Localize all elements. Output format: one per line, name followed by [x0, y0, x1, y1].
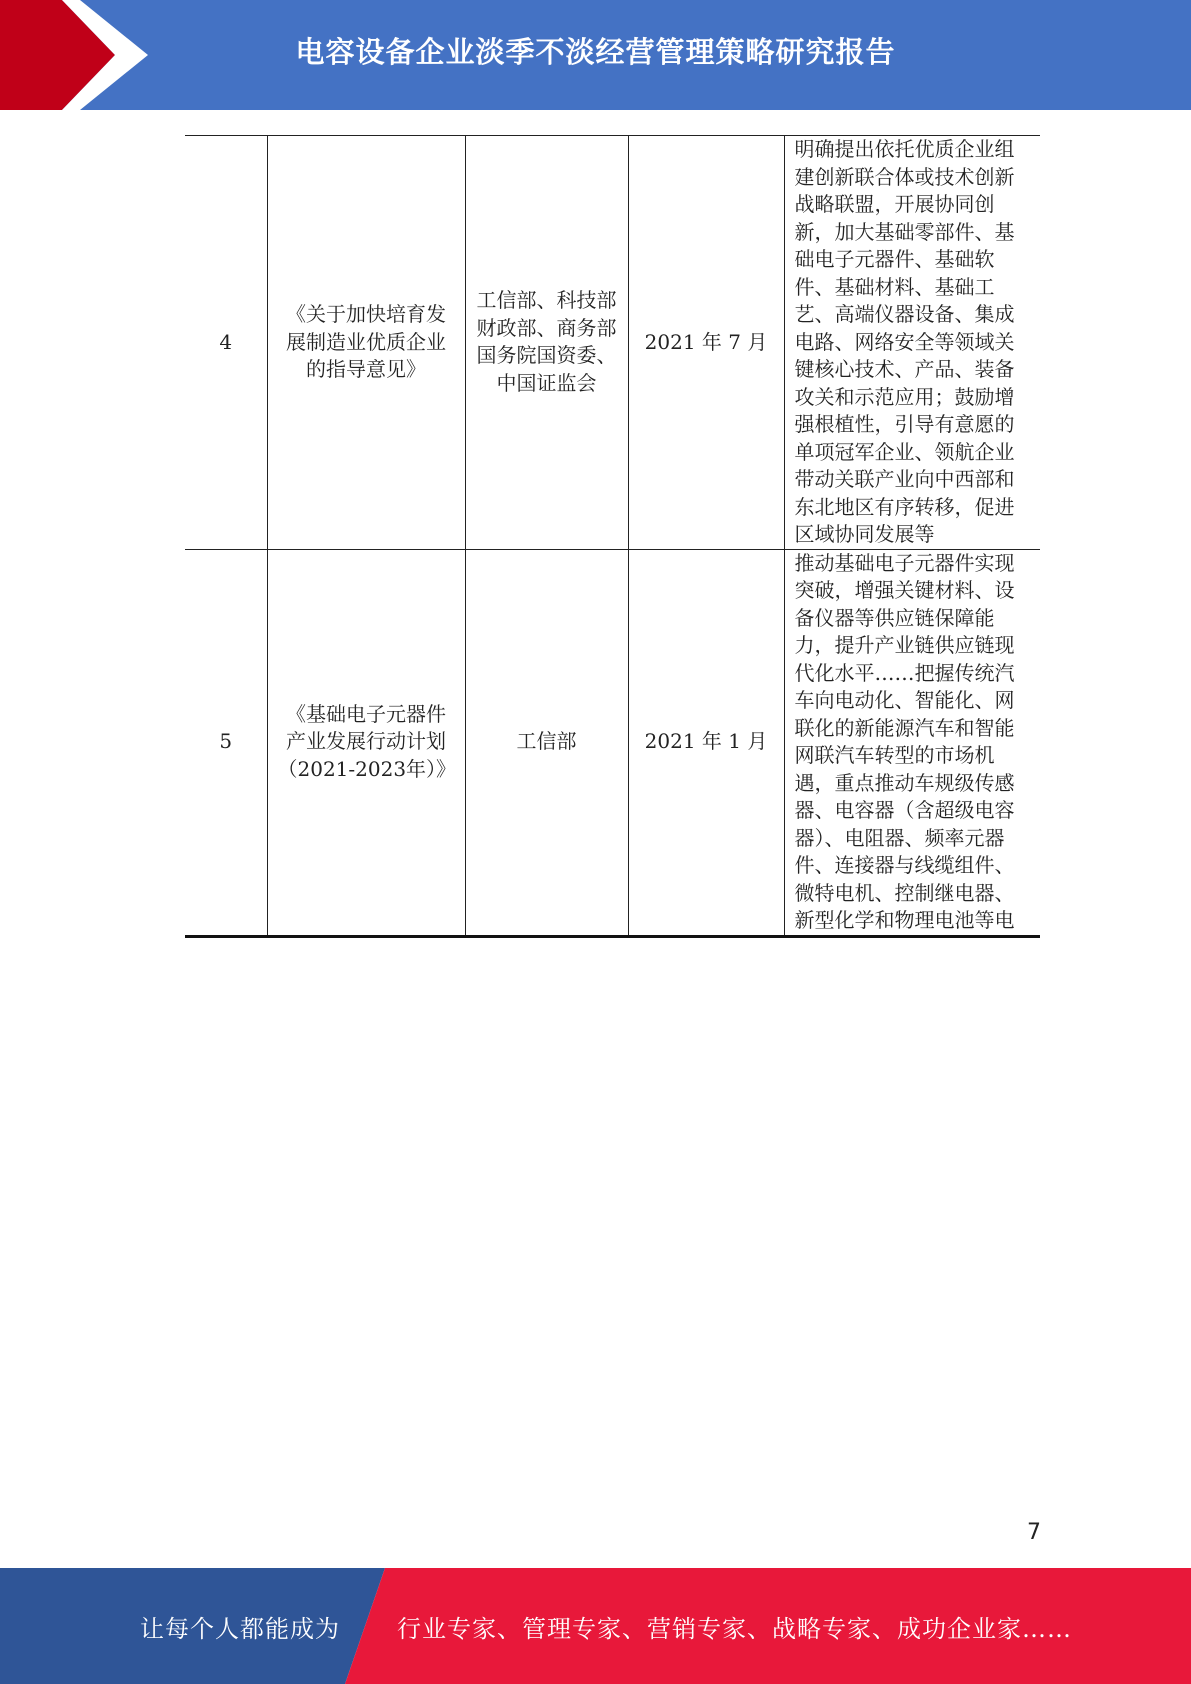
issue-date: 2021 年 1 月 — [628, 549, 784, 936]
table-row — [185, 136, 1040, 550]
report-title: 电容设备企业淡季不淡经营管理策略研究报告 — [295, 34, 896, 69]
page-number: 7 — [1027, 1520, 1041, 1545]
row-number: 4 — [185, 136, 267, 550]
policy-content: 明确提出依托优质企业组建创新联合体或技术创新战略联盟，开展协同创新，加大基础零部件、基础电子元器件、基础软件、基础材料、基础工艺、高端仪器设备、集成电路、网络安全等领域关键核心技术、产品、装备攻关和示范应用；鼓励增强根植性，引导有意愿的单项冠军企业、领航企业带动关联产业向中西部和东北地区有序转移，促进区域协同发展等 — [784, 136, 1040, 550]
policy-content: 推动基础电子元器件实现突破，增强关键材料、设备仪器等供应链保障能力，提升产业链供应链现代化水平……把握传统汽车向电动化、智能化、网联化的新能源汽车和智能网联汽车转型的市场机遇，重点推动车规级传感器、电容器（含超级电容器）、电阻器、频率元器件、连接器与线缆组件、微特电机、控制继电器、新型化学和物理电池等电 — [784, 549, 1040, 936]
footer-slogan-left: 让每个人都能成为 — [140, 1614, 340, 1643]
policy-name: 《基础电子元器件产业发展行动计划（2021-2023年）》 — [267, 549, 465, 936]
header-band — [0, 0, 1191, 110]
issuing-department: 工信部 — [465, 549, 628, 936]
chevron-arrow-icon — [0, 0, 150, 110]
issuing-department: 工信部、科技部财政部、商务部国务院国资委、中国证监会 — [465, 136, 628, 550]
footer-band — [0, 1568, 1191, 1684]
issue-date: 2021 年 7 月 — [628, 136, 784, 550]
row-number: 5 — [185, 549, 267, 936]
policy-name: 《关于加快培育发展制造业优质企业的指导意见》 — [267, 136, 465, 550]
policy-table — [185, 135, 1040, 938]
table-row — [185, 549, 1040, 936]
footer-slogan-right: 行业专家、管理专家、营销专家、战略专家、成功企业家…… — [397, 1614, 1072, 1643]
